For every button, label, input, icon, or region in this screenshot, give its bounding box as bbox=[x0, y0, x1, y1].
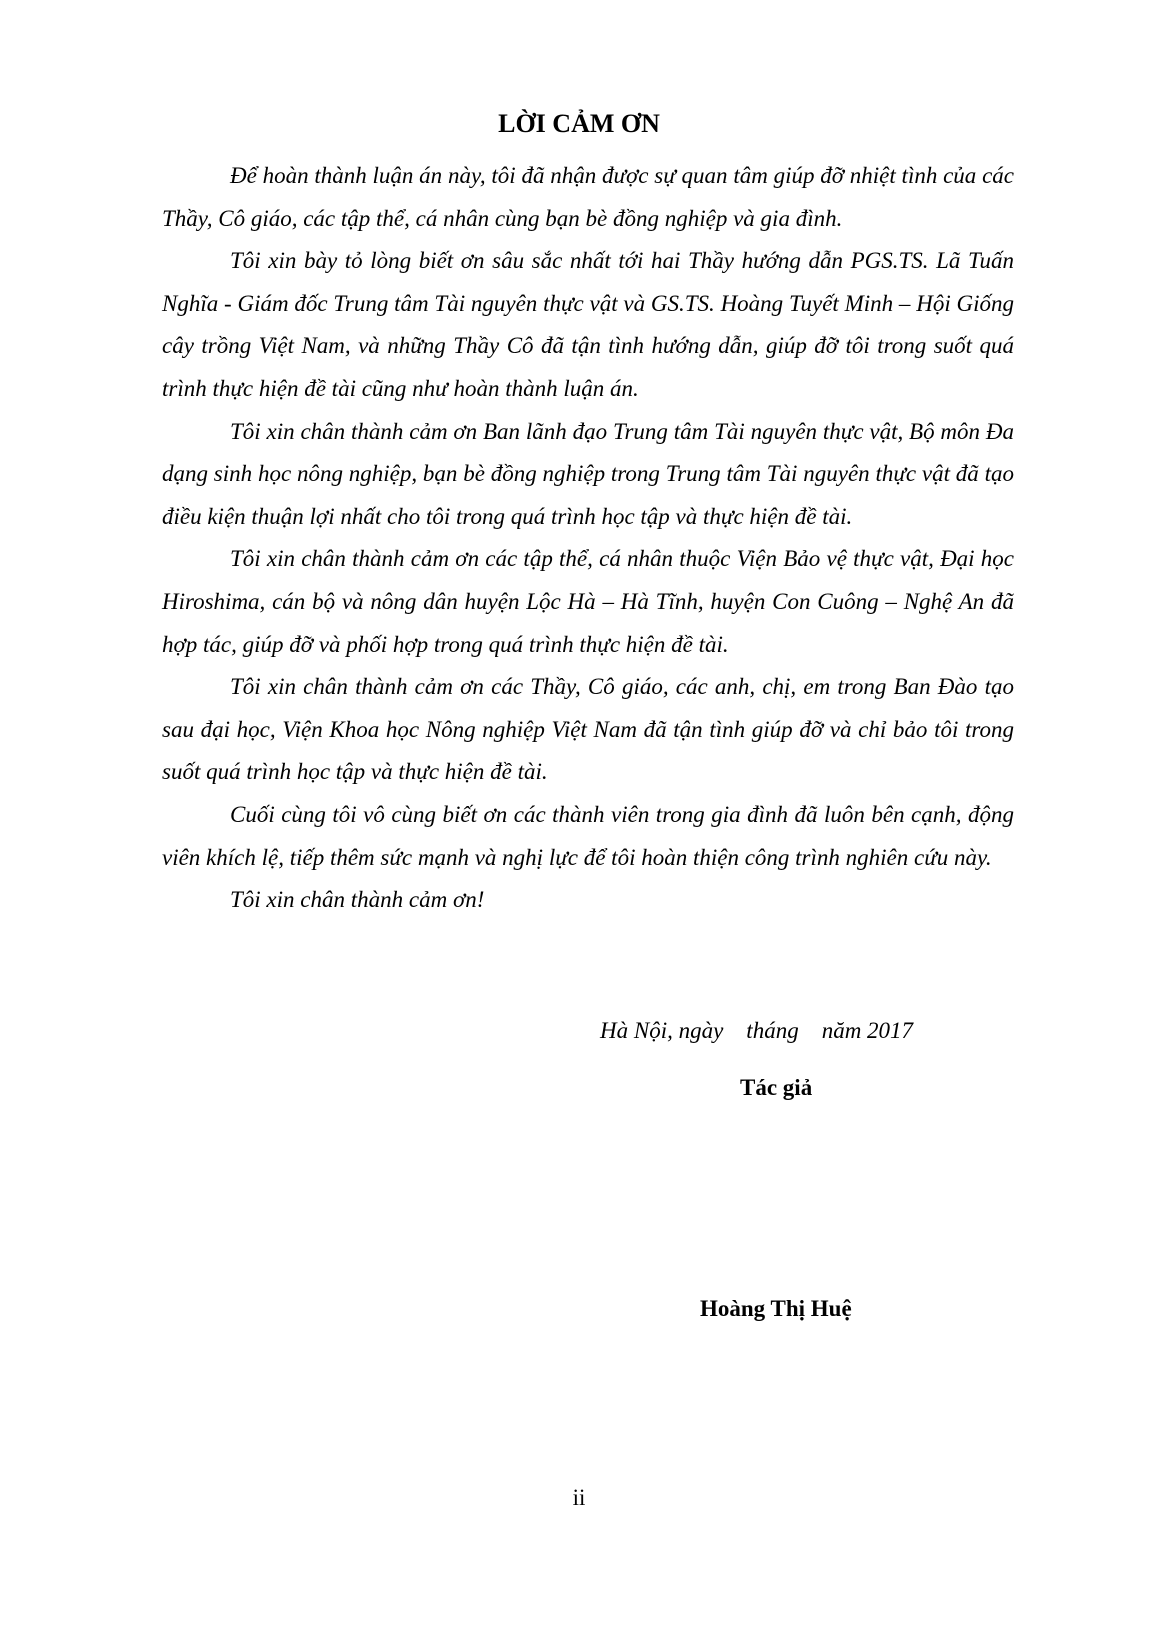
paragraph-6: Cuối cùng tôi vô cùng biết ơn các thành viên trong gia đình đã luôn bên cạnh, động viên khích lệ, tiếp thêm sức mạnh và nghị lực để tôi hoàn thiện công trình nghiên cứu này. bbox=[162, 801, 1014, 870]
author-name: Hoàng Thị Huệ bbox=[700, 1296, 852, 1321]
paragraph-7: Tôi xin chân thành cảm ơn! bbox=[230, 887, 485, 913]
paragraph-3: Tôi xin chân thành cảm ơn Ban lãnh đạo Trung tâm Tài nguyên thực vật, Bộ môn Đa dạng sinh học nông nghiệp, bạn bè đồng nghiệp trong Trung tâm Tài nguyên thực vật đã tạo điều kiện thuận lợi nhất cho tôi trong quá trình học tập và thực hiện đề tài. bbox=[162, 418, 1014, 529]
paragraph-2: Tôi xin bày tỏ lòng biết ơn sâu sắc nhất tới hai Thầy hướng dẫn PGS.TS. Lã Tuấn Nghĩa - Giám đốc Trung tâm Tài nguyên thực vật và GS.TS. Hoàng Tuyết Minh – Hội Giống cây trồng Việt Nam, và những Thầy Cô đã tận tình hướng dẫn, giúp đỡ tôi trong suốt quá trình thực hiện đề tài cũng như hoàn thành luận án. bbox=[162, 248, 1014, 401]
page-title: LỜI CẢM ƠN bbox=[498, 109, 660, 138]
page-number: ii bbox=[572, 1485, 586, 1510]
paragraph-1: Để hoàn thành luận án này, tôi đã nhận được sự quan tâm giúp đỡ nhiệt tình của các Thầy, Cô giáo, các tập thể, cá nhân cùng bạn bè đồng nghiệp và gia đình. bbox=[162, 163, 1014, 231]
date-line: Hà Nội, ngày tháng năm 2017 bbox=[600, 1018, 914, 1043]
author-label: Tác giả bbox=[740, 1075, 813, 1100]
acknowledgement-body bbox=[162, 155, 1014, 922]
paragraph-4: Tôi xin chân thành cảm ơn các tập thể, cá nhân thuộc Viện Bảo vệ thực vật, Đại học Hiroshima, cán bộ và nông dân huyện Lộc Hà – Hà Tĩnh, huyện Con Cuông – Nghệ An đã hợp tác, giúp đỡ và phối hợp trong quá trình thực hiện đề tài. bbox=[162, 546, 1014, 657]
paragraph-5: Tôi xin chân thành cảm ơn các Thầy, Cô giáo, các anh, chị, em trong Ban Đào tạo sau đại học, Viện Khoa học Nông nghiệp Việt Nam đã tận tình giúp đỡ và chỉ bảo tôi trong suốt quá trình học tập và thực hiện đề tài. bbox=[162, 674, 1014, 785]
